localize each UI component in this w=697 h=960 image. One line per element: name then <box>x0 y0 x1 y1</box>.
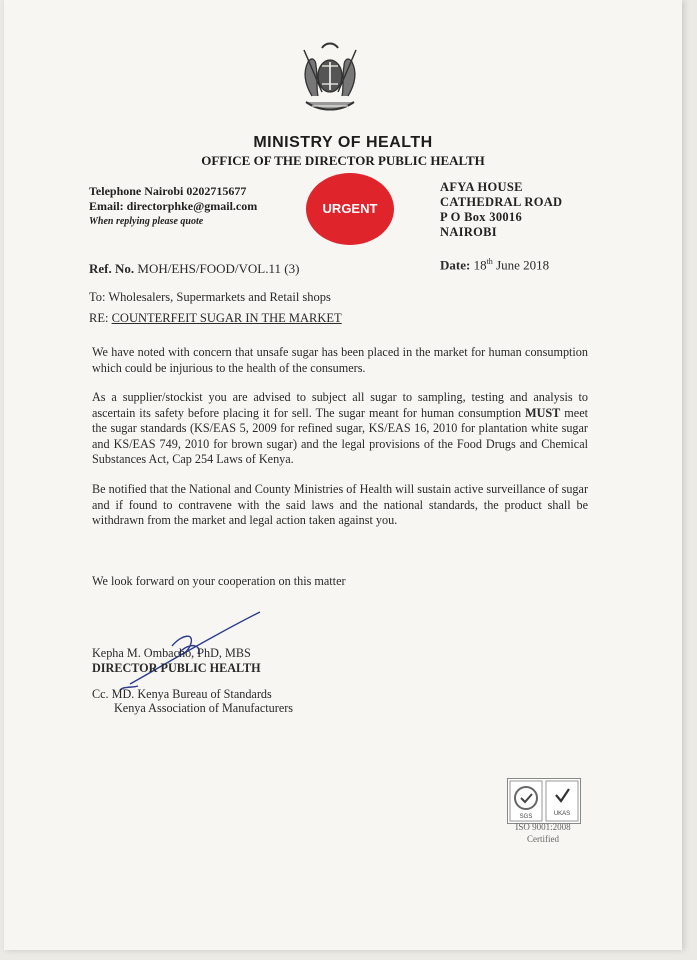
email-line: Email: directorphke@gmail.com <box>89 199 258 213</box>
letter-page <box>4 0 682 950</box>
paragraph-2-start: As a supplier/stockist you are advised to subject all sugar to sampling, testing and analysis to ascertain its safety before placing it for sell. The sugar meant for human consumption <box>92 390 588 420</box>
subject-line <box>89 311 342 326</box>
subject-text: COUNTERFEIT SUGAR IN THE MARKET <box>111 311 342 325</box>
telephone-line: Telephone Nairobi 0202715677 <box>89 184 247 198</box>
reference-label: Ref. No. <box>89 261 135 276</box>
reference-value: MOH/EHS/FOOD/VOL.11 (3) <box>137 261 300 276</box>
letter-date <box>440 257 549 273</box>
subject-label: RE: <box>89 311 109 325</box>
urgent-stamp: URGENT <box>306 173 394 245</box>
address-line-2: CATHEDRAL ROAD <box>440 195 563 209</box>
date-label: Date: <box>440 257 471 273</box>
address-line-1: AFYA HOUSE <box>440 180 523 194</box>
recipient-line: To: Wholesalers, Supermarkets and Retail shops <box>89 290 331 304</box>
ukas-label: UKAS <box>553 811 571 817</box>
office-title: OFFICE OF THE DIRECTOR PUBLIC HEALTH <box>201 153 485 168</box>
cc-line-2: Kenya Association of Manufacturers <box>114 701 294 715</box>
paragraph-3: Be notified that the National and County Ministries of Health will sustain active surveillance of sugar and if found to contravene with the said laws and the national standards, the product shall be withdrawn from the market and legal action taken against you. <box>92 482 588 527</box>
signatory-title: DIRECTOR PUBLIC HEALTH <box>92 661 261 675</box>
iso-certification-badge <box>507 778 581 824</box>
date-day: 18 <box>473 257 487 273</box>
paragraph-4: We look forward on your cooperation on this matter <box>92 574 346 588</box>
certification-seal-icon <box>508 779 580 823</box>
cc-line-1: Cc. MD. Kenya Bureau of Standards <box>92 687 272 701</box>
iso-standard-text: ISO 9001:2008 <box>515 822 571 832</box>
reference-number <box>89 261 299 277</box>
signatory-name: Kepha M. Ombacho, PhD, MBS <box>92 646 251 660</box>
paragraph-2-end: meet the sugar standards (KS/EAS 5, 2009 for refined sugar, KS/EAS 16, 2010 for plantation white sugar and KS/EAS 749, 2010 for brown sugar) and the legal provisions of the Food Drugs and Chemical Substances Act, Cap 254 Laws of Kenya. <box>92 405 588 466</box>
date-month-year: June 2018 <box>496 257 550 273</box>
ministry-title: MINISTRY OF HEALTH <box>253 134 433 151</box>
reply-note: When replying please quote <box>89 216 204 227</box>
paragraph-2 <box>92 390 588 468</box>
paragraph-1: We have noted with concern that unsafe sugar has been placed in the market for human consumption which could be injurious to the health of the consumers. <box>92 345 588 375</box>
coat-of-arms-logo <box>282 36 378 116</box>
paragraph-2-emphasis: MUST <box>525 405 561 420</box>
address-line-3: P O Box 30016 <box>440 210 523 224</box>
address-line-4: NAIROBI <box>440 225 497 239</box>
date-suffix: th <box>486 257 493 266</box>
iso-certified-text: Certified <box>527 834 559 844</box>
sgs-label: SGS <box>519 814 533 820</box>
